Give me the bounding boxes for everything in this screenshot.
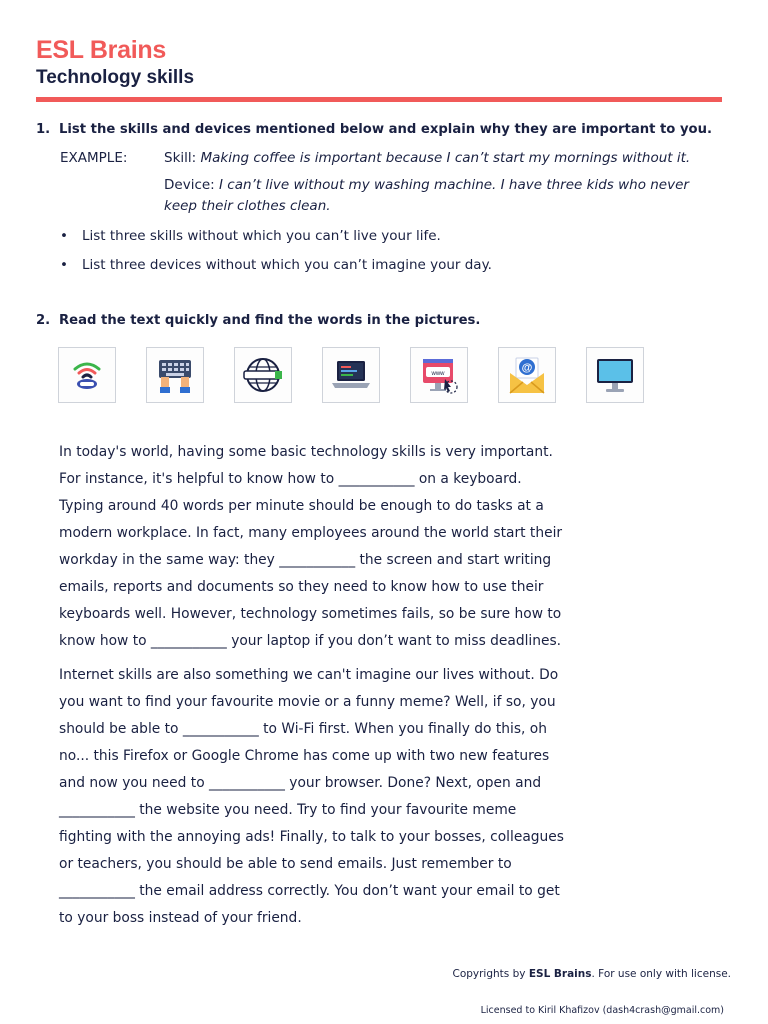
question-number: 2.	[36, 313, 51, 328]
browser-search-icon	[234, 347, 292, 403]
question-number: 1.	[36, 122, 51, 137]
bullet-icon: •	[60, 257, 68, 273]
reading-paragraph-2: Internet skills are also something we can't imagine our lives without. Do you want to find your favourite movie or a funny meme? Well, if so, you should be able to ___________ to Wi-Fi first. When you finally do this, oh no... this Firefox or Google Chrome has come up with two new features and now you need to ___________ your browser. Done? Next, open and ___________ the website you need. Try to find your favourite meme fighting with the annoying ads! Finally, to talk to your bosses, colleagues or teachers, you should be able to send emails. Just remember to ___________ the email address correctly. You don’t want your email to get to your boss instead of your friend.	[59, 667, 564, 926]
monitor-icon	[586, 347, 644, 403]
copyright-brand: ESL Brains	[528, 968, 592, 980]
header-divider	[36, 97, 722, 102]
copyright-suffix: . For use only with license.	[591, 968, 731, 980]
free-wifi-icon	[58, 347, 116, 403]
svg-text:www: www	[431, 371, 445, 377]
reading-paragraph-1: In today's world, having some basic technology skills is very important. For instance, it's helpful to know how to ___________ on a keyboard. Typing around 40 words per minute should be enough to do tasks at a modern workplace. In fact, many employees around the world start their workday in the same way: they ___________ the screen and start writing emails, reports and documents so they need to know how to use their keyboards well. However, technology sometimes fails, so be sure how to know how to ___________ your laptop if you don’t want to miss deadlines.	[59, 444, 563, 649]
example-skill	[164, 148, 709, 169]
bullet-icon: •	[60, 228, 68, 244]
skill-label: Skill:	[164, 150, 197, 166]
bullet-text: List three skills without which you can’t live your life.	[82, 228, 441, 244]
question-text: List the skills and devices mentioned below and explain why they are important to you.	[59, 122, 713, 137]
example-label: EXAMPLE:	[60, 150, 128, 166]
page-title: Technology skills	[36, 67, 195, 88]
svg-text:@: @	[521, 362, 533, 374]
laptop-icon	[322, 347, 380, 403]
typing-keyboard-icon	[146, 347, 204, 403]
brand-logo-text: ESL Brains	[36, 36, 166, 64]
website-click-icon	[410, 347, 468, 403]
bullet-text: List three devices without which you can’t imagine your day.	[82, 257, 492, 273]
email-icon	[498, 347, 556, 403]
copyright-notice	[452, 968, 731, 980]
skill-example-text: Making coffee is important because I can’t start my mornings without it.	[200, 150, 691, 166]
device-label: Device:	[164, 177, 215, 193]
device-example-text: I can’t live without my washing machine. I have three kids who never keep their clothes clean.	[164, 177, 689, 214]
copyright-prefix: Copyrights by	[452, 968, 529, 980]
license-notice: Licensed to Kiril Khafizov (dash4crash@gmail.com)	[480, 1005, 724, 1016]
question-text: Read the text quickly and find the words in the pictures.	[59, 313, 481, 328]
example-device	[164, 175, 709, 217]
